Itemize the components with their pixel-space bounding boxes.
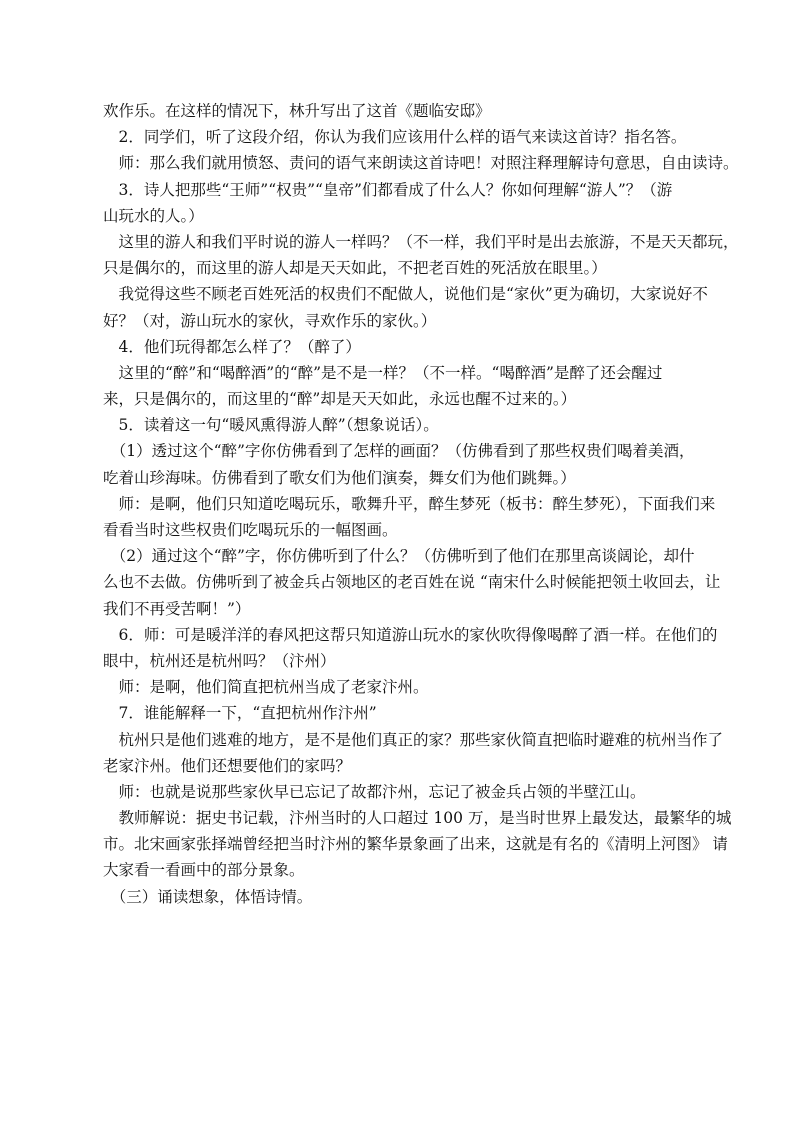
text-line: 看看当时这些权贵们吃喝玩乐的一幅图画。	[103, 521, 398, 539]
text-line: 教师解说：据史书记载，汴州当时的人口超过 100 万，是当时世界上最发达，最繁华的城	[103, 809, 732, 828]
text-line: 欢作乐。在这样的情况下，林升写出了这首《题临安邸》	[103, 102, 491, 120]
text-line: 3．诗人把那些“王师”“权贵”“皇帝”们都看成了什么人？你如何理解“游人”？（游	[103, 180, 673, 199]
text-line: 5．读着这一句“暖风熏得游人醉”（想象说话）。	[103, 416, 439, 435]
text-line: 来，只是偶尔的，而这里的“醉”却是天天如此，永远也醒不过来的。）	[103, 390, 577, 409]
text-line: 好？（对，游山玩水的家伙，寻欢作乐的家伙。）	[103, 311, 437, 330]
text-line: 7．谁能解释一下，“直把杭州作汴州”	[103, 704, 377, 723]
text-line: 这里的“醉”和“喝醉酒”的“醉”是不是一样？（不一样。“喝醉酒”是醉了还会醒过	[103, 363, 663, 382]
text-line: 山玩水的人。）	[103, 206, 204, 225]
lesson-plan-text	[103, 98, 739, 910]
text-line: 4．他们玩得都怎么样了？（醉了）	[103, 337, 361, 356]
text-line: 大家看一看画中的部分景象。	[103, 861, 305, 880]
text-line: 我们不再受苦啊！”）	[103, 599, 251, 618]
text-line: 眼中，杭州还是杭州吗？（汴州）	[103, 651, 336, 670]
text-line: 只是偶尔的，而这里的游人却是天天如此，不把老百姓的死活放在眼里。）	[103, 259, 607, 278]
text-line: 师：也就是说那些家伙早已忘记了故都汴州，忘记了被金兵占领的半壁江山。	[103, 782, 646, 801]
text-line: 6．师：可是暖洋洋的春风把这帮只知道游山玩水的家伙吹得像喝醉了酒一样。在他们的	[103, 625, 718, 644]
text-line: 这里的游人和我们平时说的游人一样吗？（不一样，我们平时是出去旅游，不是天天都玩，	[103, 232, 739, 251]
text-line: （1）透过这个“醉”字你仿佛看到了怎样的画面？（仿佛看到了那些权贵们喝着美酒，	[103, 442, 695, 461]
text-line: （2）通过这个“醉”字，你仿佛听到了什么？（仿佛听到了他们在那里高谈阔论，却什	[103, 547, 695, 566]
text-line: 我觉得这些不顾老百姓死活的权贵们不配做人，说他们是“家伙”更为确切，大家说好不	[103, 285, 708, 304]
text-line: 2．同学们，听了这段介绍，你认为我们应该用什么样的语气来读这首诗？指名答。	[103, 128, 687, 147]
text-line: 吃着山珍海味。仿佛看到了歌女们为他们演奏，舞女们为他们跳舞。）	[103, 468, 576, 487]
text-line: 杭州只是他们逃难的地方，是不是他们真正的家？那些家伙简直把临时避难的杭州当作了	[103, 730, 724, 749]
text-line: 师：是啊，他们只知道吃喝玩乐，歌舞升平，醉生梦死（板书：醉生梦死），下面我们来	[103, 494, 716, 513]
text-line: 么也不去做。仿佛听到了被金兵占领地区的老百姓在说 “南宋什么时候能把领土收回去，让	[103, 573, 721, 592]
text-line: 老家汴州。他们还想要他们的家吗？	[103, 756, 352, 775]
text-line: 市。北宋画家张择端曾经把当时汴州的繁华景象画了出来，这就是有名的《清明上河图》 请	[103, 835, 728, 854]
text-line: 师：是啊，他们简直把杭州当成了老家汴州。	[103, 678, 429, 697]
text-line: （三）诵读想象，体悟诗情。	[103, 887, 313, 906]
text-line: 师：那么我们就用愤怒、责问的语气来朗读这首诗吧！对照注释理解诗句意思，自由读诗。	[103, 154, 739, 173]
